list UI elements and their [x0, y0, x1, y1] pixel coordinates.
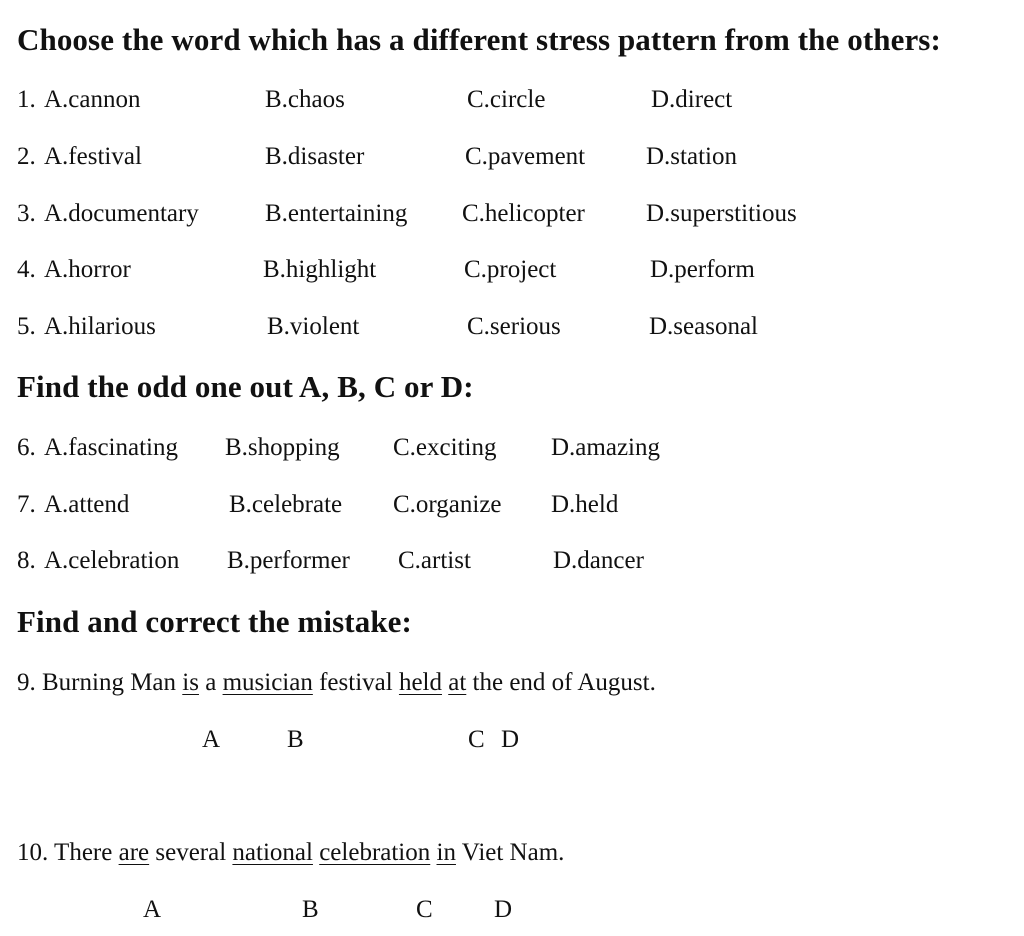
- question-row: [0, 143, 1024, 177]
- sentence-text: Burning Man: [35, 669, 183, 696]
- option-d: D.dancer: [553, 547, 644, 574]
- option-d: D.direct: [651, 86, 733, 113]
- underlined-word-d: at: [448, 669, 467, 696]
- option-a: A.horror: [44, 256, 131, 283]
- option-d: D.seasonal: [649, 313, 758, 340]
- underlined-word-a: are: [118, 839, 150, 866]
- question-row: [0, 200, 1024, 234]
- option-c: C.project: [464, 256, 557, 283]
- option-c: C.organize: [393, 491, 502, 518]
- option-a: A.documentary: [44, 200, 199, 227]
- option-a: A.fascinating: [44, 434, 178, 461]
- option-a: A.hilarious: [44, 313, 156, 340]
- question-10-sentence: [17, 839, 564, 867]
- option-c: C.pavement: [465, 143, 586, 170]
- option-a: A.attend: [44, 491, 130, 518]
- section-title-stress: Choose the word which has a different stress pattern from the others:: [17, 22, 941, 57]
- question-number: 10.: [17, 839, 49, 866]
- sentence-text: There: [48, 839, 119, 866]
- underlined-word-c: celebration: [319, 839, 431, 866]
- question-row: [0, 547, 1024, 581]
- option-c: C.artist: [398, 547, 471, 574]
- answer-letter-b: B: [302, 896, 319, 923]
- option-b: B.chaos: [265, 86, 345, 113]
- option-d: D.perform: [650, 256, 755, 283]
- option-a: A.celebration: [44, 547, 180, 574]
- question-row: [0, 256, 1024, 290]
- question-number: 4.: [17, 256, 36, 283]
- question-row: [0, 491, 1024, 525]
- option-c: C.circle: [467, 86, 546, 113]
- underlined-word-b: national: [232, 839, 313, 866]
- question-number: 9.: [17, 669, 36, 696]
- underlined-word-c: held: [398, 669, 442, 696]
- question-number: 1.: [17, 86, 36, 113]
- option-b: B.celebrate: [229, 491, 343, 518]
- option-c: C.serious: [467, 313, 561, 340]
- option-d: D.station: [646, 143, 737, 170]
- question-number: 2.: [17, 143, 36, 170]
- answer-letter-d: D: [501, 726, 520, 753]
- question-row: [0, 434, 1024, 468]
- option-b: B.violent: [267, 313, 360, 340]
- question-9-sentence: [17, 669, 656, 697]
- option-c: C.helicopter: [462, 200, 585, 227]
- underlined-word-d: in: [436, 839, 456, 866]
- option-b: B.performer: [227, 547, 350, 574]
- question-number: 8.: [17, 547, 36, 574]
- option-d: D.amazing: [551, 434, 660, 461]
- section-title-odd-one-out: Find the odd one out A, B, C or D:: [17, 369, 474, 404]
- option-c: C.exciting: [393, 434, 497, 461]
- option-d: D.held: [551, 491, 619, 518]
- question-row: [0, 86, 1024, 120]
- answer-letter-c: C: [416, 896, 433, 923]
- answer-letter-a: A: [202, 726, 221, 753]
- option-b: B.entertaining: [265, 200, 408, 227]
- sentence-text: several: [149, 839, 233, 866]
- question-number: 7.: [17, 491, 36, 518]
- option-b: B.highlight: [263, 256, 377, 283]
- option-d: D.superstitious: [646, 200, 797, 227]
- question-number: 6.: [17, 434, 36, 461]
- answer-letter-c: C: [468, 726, 485, 753]
- section-title-mistake: Find and correct the mistake:: [17, 604, 412, 639]
- sentence-text: the end of August.: [466, 669, 656, 696]
- option-a: A.festival: [44, 143, 142, 170]
- answer-letter-a: A: [143, 896, 162, 923]
- option-b: B.shopping: [225, 434, 340, 461]
- question-number: 3.: [17, 200, 36, 227]
- underlined-word-a: is: [182, 669, 199, 696]
- option-a: A.cannon: [44, 86, 141, 113]
- answer-letter-b: B: [287, 726, 304, 753]
- question-number: 5.: [17, 313, 36, 340]
- option-b: B.disaster: [265, 143, 365, 170]
- question-row: [0, 313, 1024, 347]
- sentence-text: Viet Nam.: [455, 839, 565, 866]
- sentence-text: a: [198, 669, 223, 696]
- underlined-word-b: musician: [222, 669, 313, 696]
- sentence-text: festival: [312, 669, 399, 696]
- answer-letter-d: D: [494, 896, 513, 923]
